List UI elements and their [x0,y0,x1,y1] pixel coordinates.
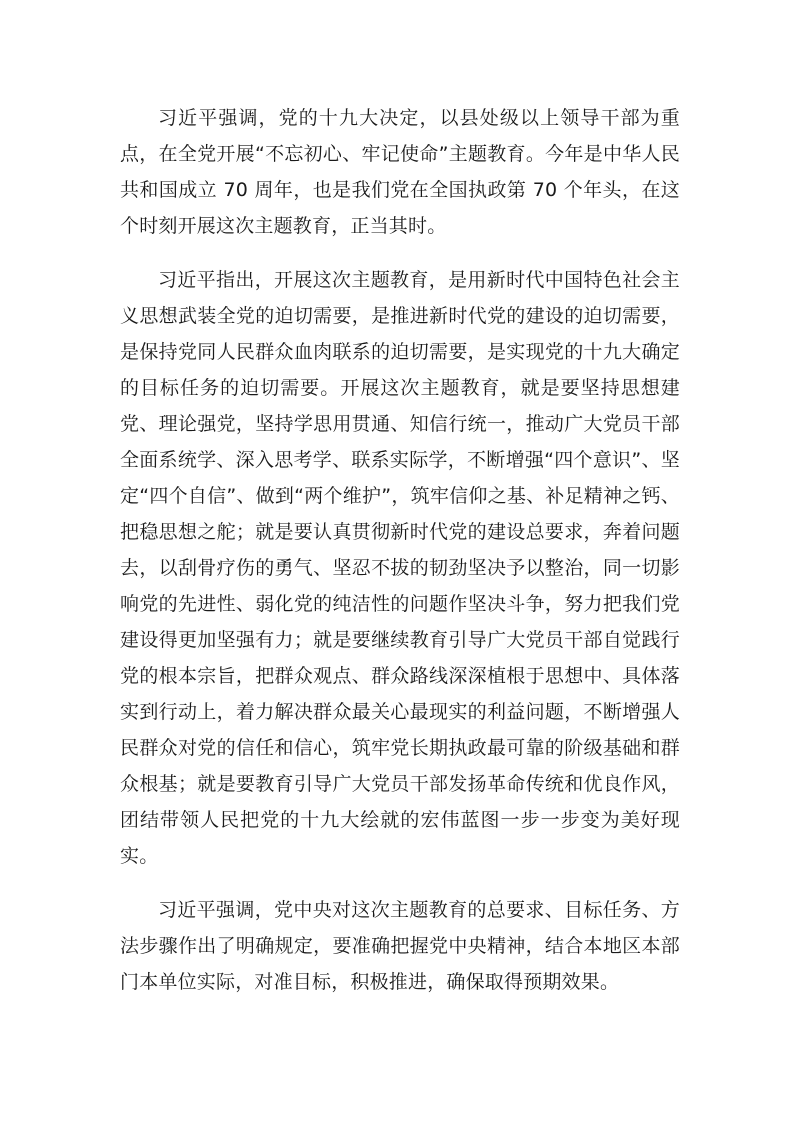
paragraph-2: 习近平指出，开展这次主题教育，是用新时代中国特色社会主义思想武装全党的迫切需要，是推进新时代党的建设的迫切需要，是保持党同人民群众血肉联系的迫切需要，是实现党的十九大确定的目标任务的迫切需要。开展这次主题教育，就是要坚持思想建党、理论强党，坚持学思用贯通、知信行统一，推动广大党员干部全面系统学、深入思考学、联系实际学，不断增强“四个意识”、坚定“四个自信”、做到“两个维护”，筑牢信仰之基、补足精神之钙、把稳思想之舵；就是要认真贯彻新时代党的建设总要求，奔着问题去，以刮骨疗伤的勇气、坚忍不拔的韧劲坚决予以整治，同一切影响党的先进性、弱化党的纯洁性的问题作坚决斗争，努力把我们党建设得更加坚强有力；就是要继续教育引导广大党员干部自觉践行党的根本宗旨，把群众观点、群众路线深深植根于思想中、具体落实到行动上，着力解决群众最关心最现实的利益问题，不断增强人民群众对党的信任和信心，筑牢党长期执政最可靠的阶级基础和群众根基；就是要教育引导广大党员干部发扬革命传统和优良作风，团结带领人民把党的十九大绘就的宏伟蓝图一步一步变为美好现实。 [120,269,680,867]
paragraph-1: 习近平强调，党的十九大决定，以县处级以上领导干部为重点，在全党开展“不忘初心、牢记使命”主题教育。今年是中华人民共和国成立 70 周年，也是我们党在全国执政第 70 个年头，在这个时刻开展这次主题教育，正当其时。 [120,107,680,237]
document-page [120,100,680,1018]
paragraph-3: 习近平强调，党中央对这次主题教育的总要求、目标任务、方法步骤作出了明确规定，要准确把握党中央精神，结合本地区本部门本单位实际，对准目标，积极推进，确保取得预期效果。 [120,899,680,993]
